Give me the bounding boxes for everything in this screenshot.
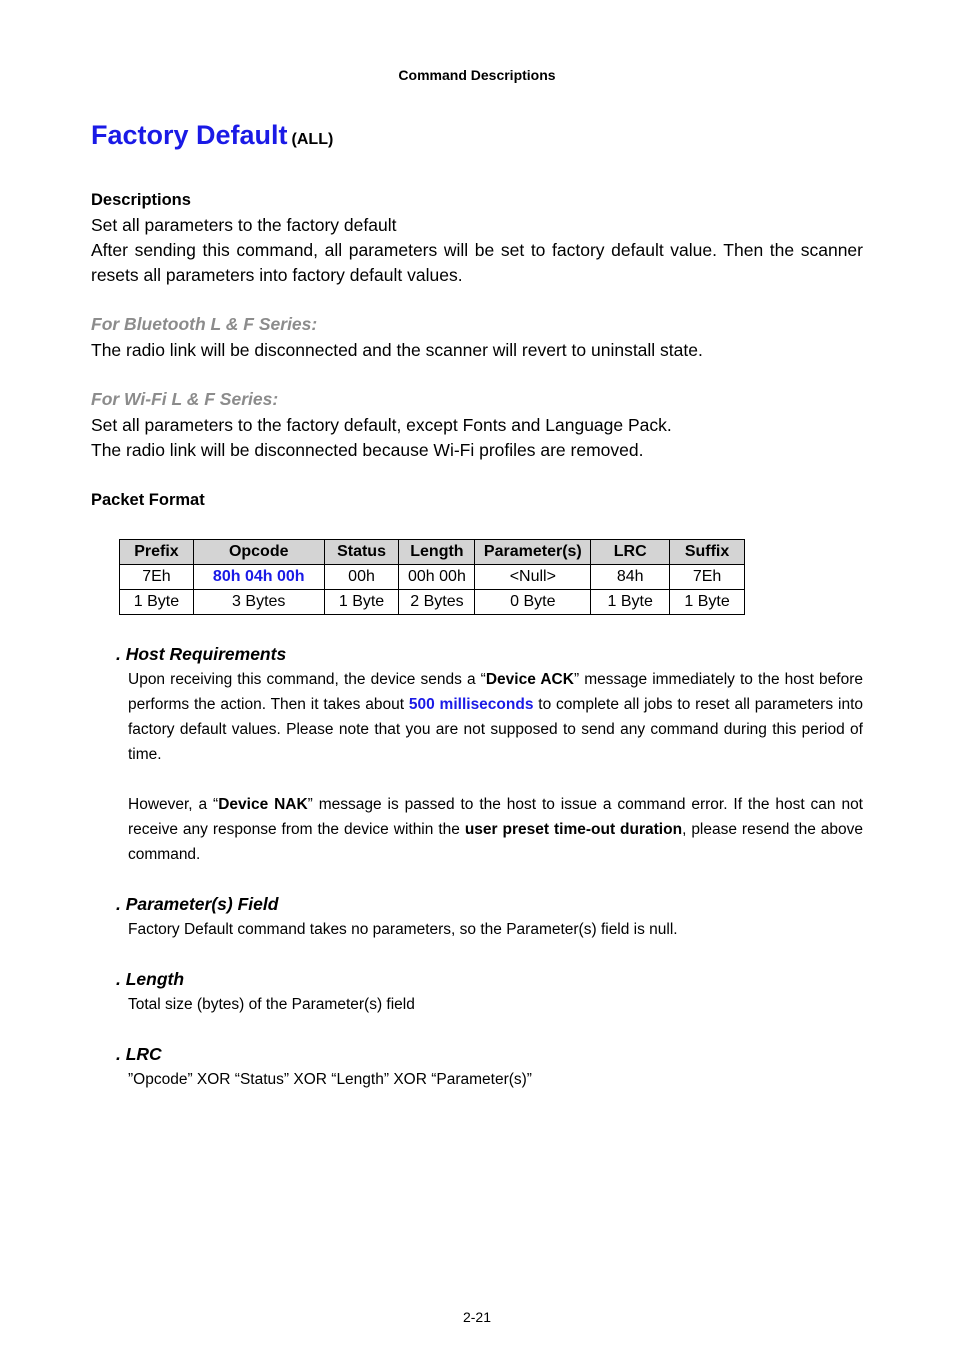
bluetooth-heading: For Bluetooth L & F Series: (91, 314, 318, 334)
duration-highlight: 500 milliseconds (408, 696, 534, 713)
page-number: 2-21 (462, 1309, 492, 1325)
descriptions-heading: Descriptions (91, 191, 191, 209)
table-header-row (120, 540, 745, 565)
descriptions-line1: Set all parameters to the factory default (91, 215, 397, 235)
table-cell: 2 Bytes (399, 590, 475, 615)
text-span: Upon receiving this command, the device sends a “ (128, 671, 486, 688)
text-span: , please resend the above command. (128, 821, 863, 863)
column-header: Status (324, 540, 399, 565)
table-cell: 1 Byte (591, 590, 670, 615)
table-cell: 1 Byte (670, 590, 745, 615)
running-header: Command Descriptions (398, 67, 556, 83)
text-span: ” message immediately to the host before performs the action. Then it takes about (128, 671, 864, 713)
column-header: Opcode (193, 540, 324, 565)
table-cell: 7Eh (120, 565, 194, 590)
table-cell: 0 Byte (475, 590, 591, 615)
host-requirements-heading: . Host Requirements (116, 644, 287, 664)
table-cell: 7Eh (670, 565, 745, 590)
packet-format-table (119, 539, 745, 615)
table-cell: 1 Byte (324, 590, 399, 615)
table-cell: 00h (324, 565, 399, 590)
text-span: ” message is passed to the host to issue a command error. If the host can not receive any response from the device within the (128, 796, 863, 838)
device-nak-term: Device NAK (218, 796, 308, 813)
lrc-heading: . LRC (116, 1044, 162, 1064)
wifi-heading: For Wi-Fi L & F Series: (91, 389, 279, 409)
timeout-term: user preset time-out duration (464, 821, 683, 838)
column-header: Suffix (670, 540, 745, 565)
column-header: Length (399, 540, 475, 565)
wifi-line2: The radio link will be disconnected because Wi-Fi profiles are removed. (91, 440, 644, 460)
table-cell: <Null> (475, 565, 591, 590)
host-requirements-paragraph-2 (128, 792, 863, 867)
device-ack-term: Device ACK (485, 671, 574, 688)
table-cell: 84h (591, 565, 670, 590)
host-requirements-paragraph-1 (128, 667, 863, 767)
page-title (91, 120, 333, 151)
length-heading: . Length (116, 969, 185, 989)
table-cell: 3 Bytes (193, 590, 324, 615)
table-cell: 00h 00h (399, 565, 475, 590)
title-text: Factory Default (91, 120, 288, 150)
table-row (120, 590, 745, 615)
wifi-line1: Set all parameters to the factory default, except Fonts and Language Pack. (91, 415, 672, 435)
table-cell: 1 Byte (120, 590, 194, 615)
column-header: Prefix (120, 540, 194, 565)
column-header: Parameter(s) (475, 540, 591, 565)
length-text: Total size (bytes) of the Parameter(s) field (128, 996, 415, 1013)
parameter-field-heading: . Parameter(s) Field (116, 894, 279, 914)
descriptions-paragraph: After sending this command, all parameters will be set to factory default value. Then the scanner resets all parameters into factory default values. (91, 240, 863, 285)
text-span: to complete all jobs to reset all parameters into factory default values. Please note that you are not supposed to send any command during this period of time. (128, 696, 864, 763)
lrc-text: ”Opcode” XOR “Status” XOR “Length” XOR “Parameter(s)” (128, 1071, 532, 1088)
packet-format-heading: Packet Format (91, 491, 205, 509)
title-tag: (ALL) (291, 131, 334, 148)
bluetooth-text: The radio link will be disconnected and the scanner will revert to uninstall state. (91, 340, 703, 360)
table-row (120, 565, 745, 590)
column-header: LRC (591, 540, 670, 565)
parameter-field-text: Factory Default command takes no parameters, so the Parameter(s) field is null. (128, 921, 678, 938)
table-cell-opcode: 80h 04h 00h (193, 565, 324, 590)
text-span: However, a “ (128, 796, 219, 813)
